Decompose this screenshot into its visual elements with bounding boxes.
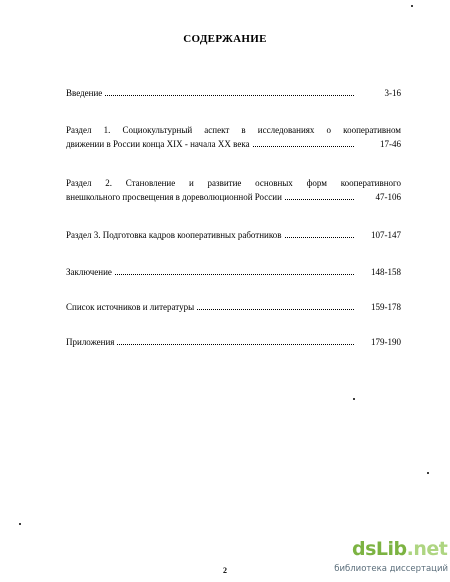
page-title: СОДЕРЖАНИЕ	[183, 33, 267, 45]
scan-speck	[411, 5, 413, 7]
toc-entry-label: Приложения	[66, 337, 115, 347]
page-number: 2	[223, 566, 227, 575]
toc-leader-dots	[253, 137, 354, 147]
toc-entry-label-line: внешкольного просвещения в дореволюционной России	[66, 192, 282, 202]
toc-entry-section-1[interactable]	[66, 123, 401, 151]
toc-entry-label: Введение	[66, 88, 103, 98]
toc-entry-page: 159-178	[371, 302, 401, 312]
toc-entry-page: 17-46	[380, 139, 401, 149]
toc-leader-dots	[285, 190, 354, 200]
toc-entry-sources[interactable]	[66, 300, 401, 314]
toc-leader-dots	[285, 228, 354, 238]
toc-leader-dots	[115, 265, 354, 275]
toc-entry-label-line: движении в России конца XIX - начала XX века	[66, 139, 250, 149]
toc-entry-label: Заключение	[66, 267, 112, 277]
toc-entry-page: 148-158	[371, 267, 401, 277]
scan-speck	[427, 472, 429, 474]
toc-entry-introduction[interactable]	[66, 86, 401, 100]
toc-entry-section-2[interactable]	[66, 176, 401, 204]
toc-entry-label-line: Раздел 1. Социокультурный аспект в исследованиях о кооперативном	[66, 125, 401, 135]
toc-entry-conclusion[interactable]	[66, 265, 401, 279]
watermark-logo: dsLib.net	[352, 538, 448, 560]
scan-speck	[19, 523, 21, 525]
toc-entry-page: 47-106	[375, 192, 401, 202]
toc-entry-label-line: Раздел 2. Становление и развитие основных форм кооперативного	[66, 178, 401, 188]
toc-leader-dots	[197, 300, 354, 310]
toc-leader-dots	[105, 86, 354, 96]
toc-entry-page: 3-16	[384, 88, 401, 98]
watermark[interactable]	[330, 538, 448, 578]
toc-entry-label: Список источников и литературы	[66, 302, 195, 312]
toc-entry-label: Раздел 3. Подготовка кадров кооперативных работников	[66, 230, 282, 240]
toc-entry-section-3[interactable]	[66, 228, 401, 242]
toc-entry-appendices[interactable]	[66, 335, 401, 349]
watermark-subtitle: библиотека диссертаций	[334, 564, 448, 574]
toc-leader-dots	[117, 335, 354, 345]
toc-entry-page: 179-190	[371, 337, 401, 347]
toc-entry-page: 107-147	[371, 230, 401, 240]
scan-speck	[353, 398, 355, 400]
